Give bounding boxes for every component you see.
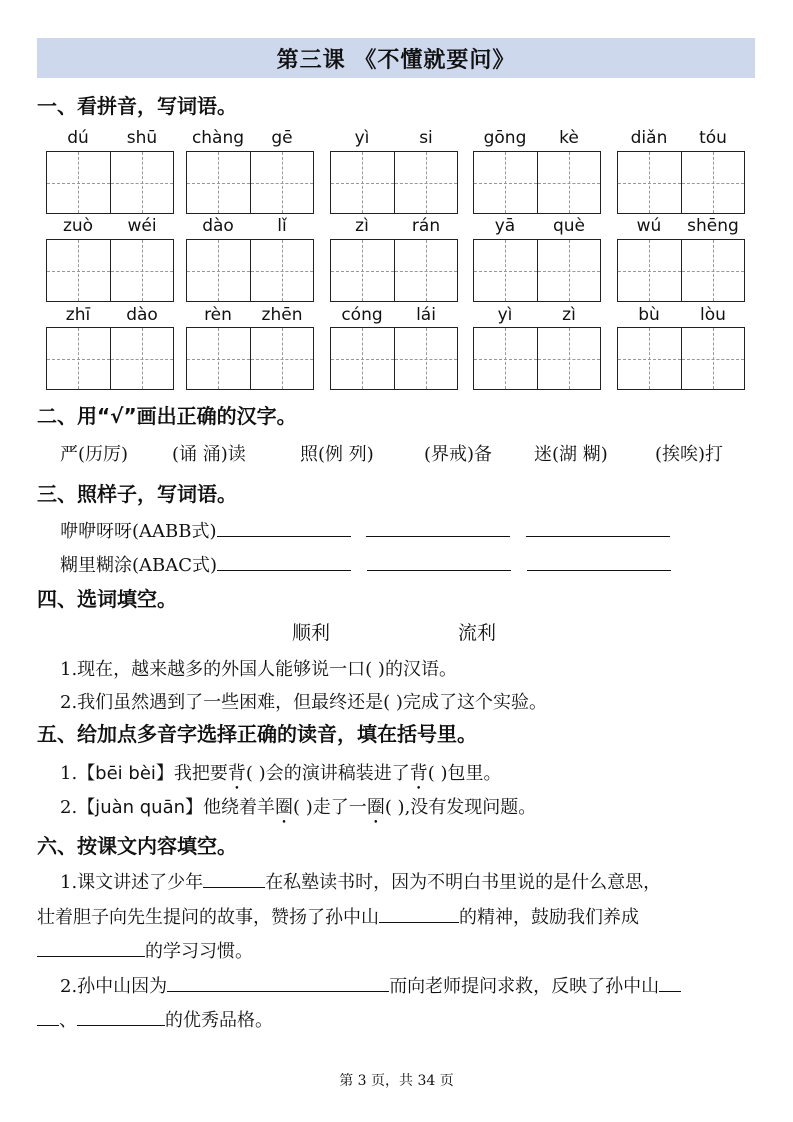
writing-grid[interactable] [330, 239, 458, 302]
s6-line-4 [60, 972, 681, 998]
tianzige-cell[interactable] [537, 240, 601, 301]
section-6-heading: 六、按课文内容填空。 [37, 834, 237, 858]
text: 我把要 [173, 763, 228, 784]
pinyin-label: yā [494, 216, 516, 236]
pinyin-label: wú [636, 216, 662, 236]
tianzige-cell[interactable] [394, 152, 458, 213]
answer-blank[interactable] [77, 1009, 165, 1026]
pinyin-label: yì [354, 128, 370, 148]
answer-blank[interactable] [366, 520, 510, 537]
tianzige-cell[interactable] [47, 240, 110, 301]
text: ( )走了一 [293, 797, 367, 818]
writing-grid[interactable] [617, 151, 745, 214]
s2-item[interactable]: (诵 涌)读 [172, 444, 246, 465]
section-5-heading: 五、给加点多音字选择正确的读音，填在括号里。 [37, 722, 477, 746]
s6-line-3 [37, 937, 253, 963]
tianzige-cell[interactable] [618, 240, 681, 301]
tianzige-cell[interactable] [537, 328, 601, 389]
s6-line-5 [37, 1006, 273, 1032]
writing-grid[interactable] [473, 239, 601, 302]
answer-blank[interactable] [203, 871, 265, 888]
tianzige-cell[interactable] [618, 152, 681, 213]
pinyin-label: lòu [700, 305, 726, 325]
q-number: 2. [60, 797, 78, 818]
pinyin-label: rán [411, 216, 441, 236]
tianzige-cell[interactable] [474, 328, 537, 389]
s3-row-2 [60, 551, 671, 577]
answer-blank[interactable] [367, 554, 511, 571]
pinyin-label: bù [638, 305, 660, 325]
text: 壮着胆子向先生提问的故事，赞扬了孙中山 [37, 907, 379, 928]
tianzige-cell[interactable] [618, 328, 681, 389]
s2-item[interactable]: 严(历厉) [60, 444, 129, 465]
text: ( )会的演讲稿装进了 [245, 763, 410, 784]
answer-blank[interactable] [167, 975, 389, 992]
pinyin-label: dú [67, 128, 89, 148]
writing-grid[interactable] [186, 151, 314, 214]
tianzige-cell[interactable] [394, 328, 458, 389]
pinyin-label: wéi [127, 216, 157, 236]
pinyin-label: rèn [204, 305, 232, 325]
answer-blank[interactable] [379, 906, 459, 923]
section-2-heading: 二、用“√”画出正确的汉字。 [37, 404, 297, 428]
pinyin-label: si [419, 128, 433, 148]
pinyin-label: shū [126, 128, 158, 148]
tianzige-cell[interactable] [187, 152, 250, 213]
tianzige-cell[interactable] [47, 328, 110, 389]
tianzige-cell[interactable] [250, 328, 314, 389]
pinyin-label: lái [416, 305, 436, 325]
answer-blank[interactable] [37, 940, 145, 957]
pinyin-label: lǐ [277, 216, 287, 236]
text: 2.孙中山因为 [60, 976, 168, 997]
pinyin-label: kè [559, 128, 579, 148]
dotted-char: 背 [409, 763, 428, 784]
section-3-heading: 三、照样子，写词语。 [37, 482, 237, 506]
writing-grid[interactable] [473, 327, 601, 390]
writing-grid[interactable] [46, 239, 174, 302]
writing-grid[interactable] [330, 327, 458, 390]
pinyin-label: yì [497, 305, 513, 325]
pinyin-label: diǎn [630, 128, 668, 148]
pinyin-options: 【juàn quān】 [77, 797, 204, 818]
pinyin-label: zhī [65, 305, 91, 325]
writing-grid[interactable] [617, 327, 745, 390]
section-4-heading: 四、选词填空。 [37, 587, 177, 611]
s2-item[interactable]: 照(例 列) [300, 444, 374, 465]
dotted-char: 背 [227, 763, 246, 784]
text: 而向老师提问求救，反映了孙中山 [389, 976, 660, 997]
tianzige-cell[interactable] [110, 152, 174, 213]
tianzige-cell[interactable] [331, 240, 394, 301]
s6-line-1 [60, 868, 661, 894]
writing-grid[interactable] [186, 239, 314, 302]
tianzige-cell[interactable] [681, 152, 745, 213]
dotted-char: 圈 [275, 797, 294, 818]
tianzige-cell[interactable] [110, 328, 174, 389]
section-1-heading: 一、看拼音，写词语。 [37, 94, 237, 118]
tianzige-cell[interactable] [331, 328, 394, 389]
s3-example-1: 咿咿呀呀(AABB式) [60, 521, 217, 542]
choice-word-1: 顺利 [292, 622, 331, 644]
text: 1.课文讲述了少年 [60, 872, 204, 893]
choice-word-2: 流利 [458, 622, 497, 644]
text: 他绕着羊 [203, 797, 276, 818]
tianzige-cell[interactable] [474, 240, 537, 301]
tianzige-cell[interactable] [47, 152, 110, 213]
writing-grid[interactable] [617, 239, 745, 302]
s5-question-1 [60, 759, 501, 785]
writing-grid[interactable] [46, 151, 174, 214]
s5-question-2 [60, 793, 536, 819]
s6-line-2 [37, 903, 639, 929]
text: ( ),没有发现问题。 [384, 797, 537, 818]
answer-blank[interactable] [526, 520, 670, 537]
pinyin-label: chàng [191, 128, 245, 148]
page-title: 第三课 《不懂就要问》 [276, 47, 516, 73]
text: 的精神，鼓励我们养成 [459, 907, 639, 928]
s4-question-2: 2.我们虽然遇到了一些困难，但最终还是( )完成了这个实验。 [60, 692, 547, 713]
tianzige-cell[interactable] [250, 240, 314, 301]
q-number: 1. [60, 763, 78, 784]
tianzige-cell[interactable] [250, 152, 314, 213]
text: 、 [59, 1010, 77, 1031]
tianzige-cell[interactable] [187, 328, 250, 389]
s3-row-1 [60, 517, 670, 543]
pinyin-options: 【bēi bèi】 [77, 763, 174, 784]
pinyin-label: què [552, 216, 586, 236]
pinyin-label: gōng [483, 128, 527, 148]
pinyin-label: zhēn [261, 305, 303, 325]
pinyin-label: zì [355, 216, 369, 236]
tianzige-cell[interactable] [331, 152, 394, 213]
tianzige-cell[interactable] [394, 240, 458, 301]
pinyin-label: shēng [687, 216, 739, 236]
s3-example-2: 糊里糊涂(ABAC式) [60, 555, 218, 576]
writing-grid[interactable] [186, 327, 314, 390]
pinyin-label: cóng [341, 305, 383, 325]
writing-grid[interactable] [46, 327, 174, 390]
answer-blank[interactable] [217, 520, 351, 537]
pinyin-label: zì [562, 305, 576, 325]
pinyin-label: dào [126, 305, 158, 325]
page-footer: 第 3 页，共 34 页 [339, 1073, 454, 1089]
answer-blank[interactable] [527, 554, 671, 571]
tianzige-cell[interactable] [681, 240, 745, 301]
writing-grid[interactable] [473, 151, 601, 214]
writing-grid[interactable] [330, 151, 458, 214]
text: 的学习习惯。 [145, 941, 253, 962]
pinyin-label: gē [271, 128, 293, 148]
tianzige-cell[interactable] [187, 240, 250, 301]
tianzige-cell[interactable] [110, 240, 174, 301]
s2-item[interactable]: (界戒)备 [424, 444, 493, 465]
text: 在私塾读书时，因为不明白书里说的是什么意思， [265, 872, 662, 893]
pinyin-label: zuò [62, 216, 94, 236]
title-bar [37, 38, 755, 78]
answer-blank[interactable] [217, 554, 351, 571]
text: ( )包里。 [427, 763, 502, 784]
s2-item[interactable]: (挨唉)打 [655, 444, 724, 465]
s4-question-1: 1.现在，越来越多的外国人能够说一口( )的汉语。 [60, 659, 457, 680]
pinyin-label: dào [202, 216, 234, 236]
pinyin-label: tóu [699, 128, 727, 148]
tianzige-cell[interactable] [474, 152, 537, 213]
tianzige-cell[interactable] [681, 328, 745, 389]
s2-item[interactable]: 迷(湖 糊) [534, 444, 608, 465]
tianzige-cell[interactable] [537, 152, 601, 213]
dotted-char: 圈 [366, 797, 385, 818]
text: 的优秀品格。 [165, 1010, 273, 1031]
answer-blank[interactable] [659, 975, 681, 992]
answer-blank[interactable] [37, 1009, 59, 1026]
